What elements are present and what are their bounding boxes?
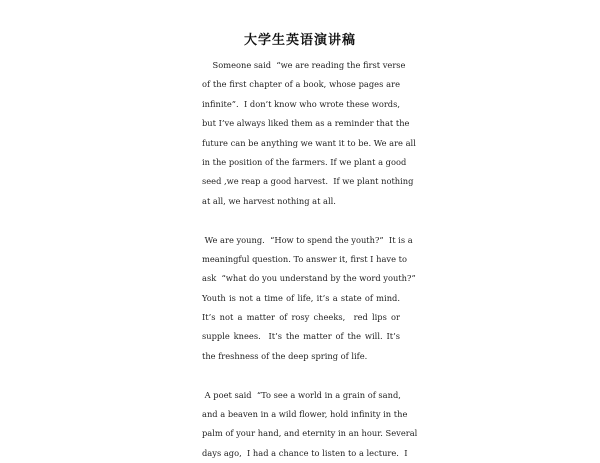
text-line: ask “what do you understand by the word youth?” xyxy=(202,273,416,284)
text-line: seed ,we reap a good harvest. If we plant nothing xyxy=(202,176,414,187)
paragraph-3 xyxy=(202,386,418,463)
text-line: supple knees. It’s the matter of the will. It’s xyxy=(202,331,400,342)
text-line: A poet said “To see a world in a grain of sand, xyxy=(202,389,401,400)
text-line: Youth is not a time of life, it’s a state of mind. xyxy=(202,292,400,303)
text-line: of the first chapter of a book, whose pages are xyxy=(202,79,400,90)
paragraph-1 xyxy=(202,56,416,211)
text-line: the freshness of the deep spring of life. xyxy=(202,350,368,361)
paragraph-spacer xyxy=(202,366,400,385)
text-line: palm of your hand, and eternity in an hour. Several xyxy=(202,428,418,439)
text-line: days ago, I had a chance to listen to a lecture. I xyxy=(202,447,408,458)
text-line: We are young. “How to spend the youth?” It is a xyxy=(202,234,413,245)
text-line: Someone said “we are reading the first verse xyxy=(202,60,406,70)
paragraph-spacer xyxy=(202,211,400,230)
text-line: infinite”. I don’t know who wrote these words, xyxy=(202,98,400,109)
text-line: at all, we harvest nothing at all. xyxy=(202,195,336,206)
document-title: 大学生英语演讲稿 xyxy=(243,33,356,48)
document-body xyxy=(202,56,418,463)
text-line: but I’ve always liked them as a reminder that the xyxy=(202,118,410,129)
text-line: in the position of the farmers. If we plant a good xyxy=(202,156,407,167)
text-line: future can be anything we want it to be. We are all xyxy=(202,137,416,148)
text-line: It’s not a matter of rosy cheeks, red lips or xyxy=(202,312,400,323)
paragraph-2 xyxy=(202,231,416,367)
text-line: meaningful question. To answer it, first I have to xyxy=(202,253,407,264)
text-line: and a beaven in a wild flower, hold infinity in the xyxy=(202,409,408,420)
